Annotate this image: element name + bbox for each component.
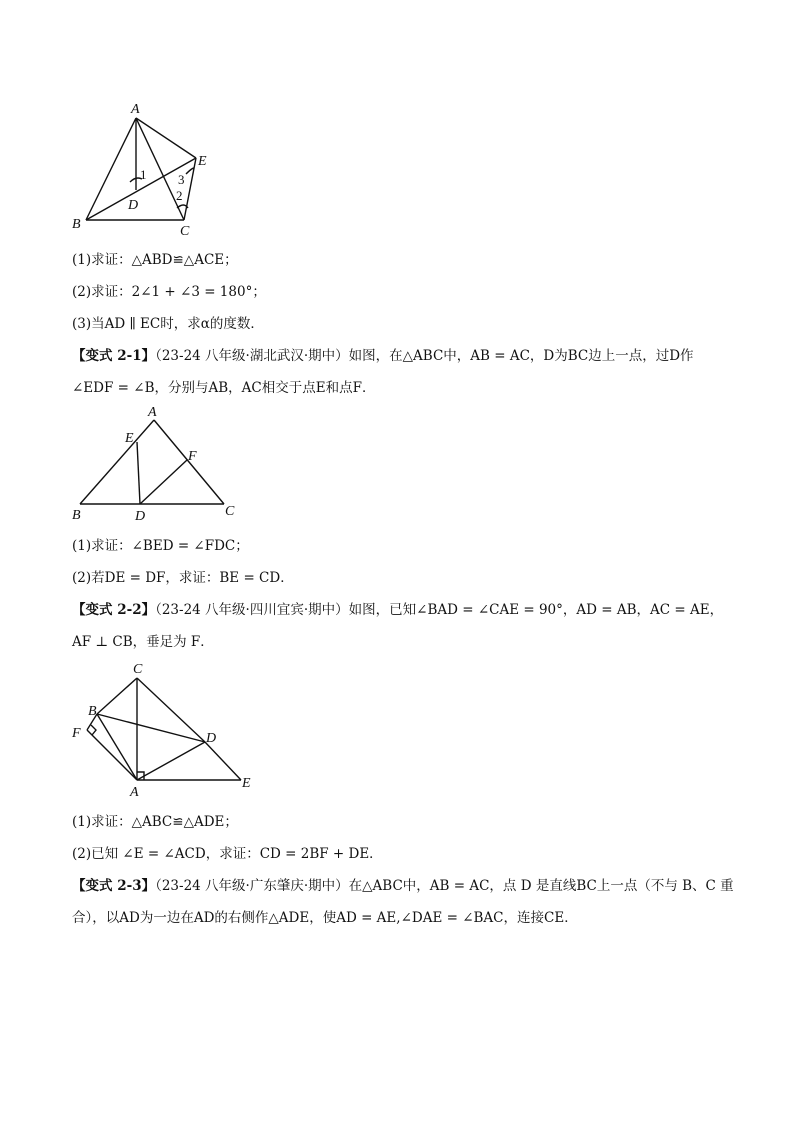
label-e: E — [242, 776, 251, 791]
variant22-tag: 【变式 2-2】 — [72, 602, 156, 618]
right-angle-mark-f — [91, 725, 96, 735]
label-d: D — [206, 731, 217, 746]
variant21-text1: （23-24 八年级·湖北武汉·期中）如图，在△ABC中，AB = AC，D为BC边上一点，过D作 — [155, 348, 694, 364]
variant22-q1: (1)求证：△ABC≌△ADE； — [72, 814, 238, 830]
angle-2-label: 2 — [176, 188, 183, 203]
variant21-tag: 【变式 2-1】 — [72, 348, 156, 364]
variant21-line1 — [72, 346, 694, 366]
label-f: F — [188, 449, 197, 464]
segment-cd — [137, 678, 205, 742]
label-d: D — [128, 198, 139, 213]
segment-cb — [97, 678, 137, 714]
variant22-q2: (2)已知 ∠E = ∠ACD，求证：CD = 2BF + DE． — [72, 846, 383, 862]
variant23-text1: （23-24 八年级·广东肇庆·期中）在△ABC中，AB = AC，点 D 是直线BC上一点（不与 B、C 重 — [155, 878, 734, 894]
label-c: C — [133, 662, 143, 677]
segment-bd — [97, 714, 205, 742]
problem1-q1: (1)求证：△ABD≌△ACE； — [72, 252, 238, 268]
variant22-line2: AF ⊥ CB，垂足为 F． — [72, 634, 214, 650]
angle-3-label: 3 — [178, 172, 185, 187]
segment-ab — [97, 714, 137, 780]
variant21-q1: (1)求证：∠BED = ∠FDC； — [72, 538, 249, 554]
segment-ad — [137, 742, 205, 780]
label-e: E — [198, 154, 207, 169]
problem1-q3: (3)当AD ∥ EC时，求α的度数． — [72, 316, 264, 332]
variant22-text1: （23-24 八年级·四川宜宾·期中）如图，已知∠BAD = ∠CAE = 90°，AD = AB，AC = AE， — [155, 602, 724, 618]
figure-3-diagram — [60, 656, 270, 804]
label-f: F — [72, 726, 81, 741]
segment-de — [137, 442, 140, 504]
label-a: A — [130, 785, 139, 800]
variant23-line1 — [72, 876, 734, 896]
label-b: B — [72, 217, 81, 232]
label-c: C — [180, 224, 190, 239]
label-e: E — [125, 431, 134, 446]
segment-de — [205, 742, 241, 780]
label-c: C — [225, 504, 235, 519]
variant23-tag: 【变式 2-3】 — [72, 878, 156, 894]
angle-1-label: 1 — [140, 167, 147, 182]
label-b: B — [72, 508, 81, 523]
segment-ce — [184, 158, 196, 220]
figure-1-diagram — [60, 98, 230, 238]
variant23-line2: 合），以AD为一边在AD的右侧作△ADE，使AD = AE,∠DAE = ∠BAC，连接CE． — [72, 910, 578, 926]
segment-df — [140, 460, 187, 504]
variant22-line1 — [72, 600, 723, 620]
variant21-q2: (2)若DE = DF，求证：BE = CD． — [72, 570, 294, 586]
label-b: B — [88, 704, 97, 719]
variant21-line2: ∠EDF = ∠B，分别与AB，AC相交于点E和点F． — [72, 380, 376, 396]
figure-2-diagram — [60, 402, 250, 524]
segment-ab — [80, 420, 154, 504]
label-a: A — [131, 102, 140, 117]
label-a: A — [148, 405, 157, 420]
problem1-q2: (2)求证：2∠1 + ∠3 = 180°； — [72, 284, 266, 300]
label-d: D — [135, 509, 146, 524]
